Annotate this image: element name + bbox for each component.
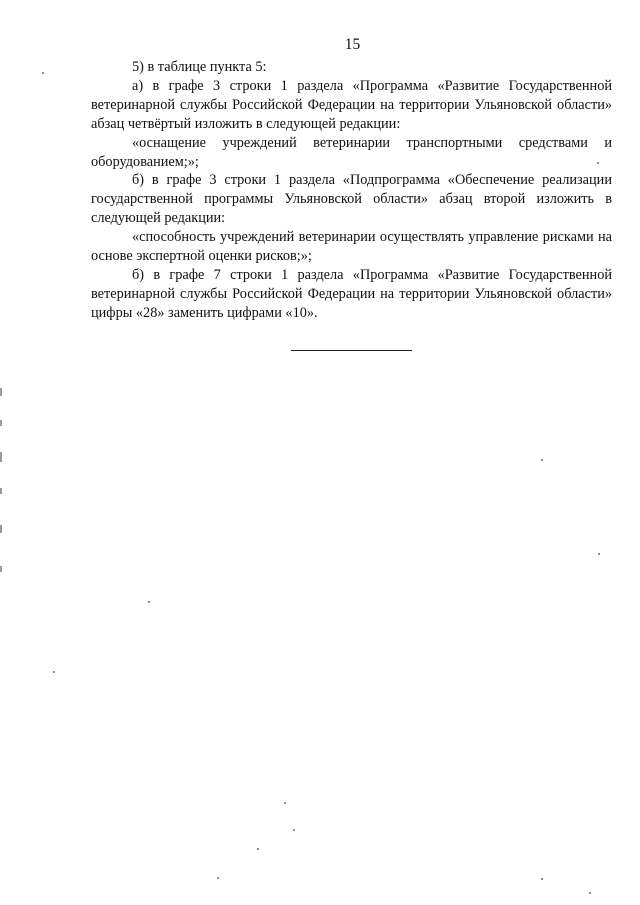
scan-speck — [597, 162, 599, 164]
scan-speck — [541, 878, 543, 880]
scan-speck — [217, 877, 219, 879]
scan-speck — [148, 601, 150, 603]
paragraph-item-5: 5) в таблице пункта 5: — [132, 59, 267, 75]
paragraph-quote-equipment: «оснащение учреждений ветеринарии транспортными средствами и оборудованием;»; — [91, 134, 612, 170]
scan-edge-mark — [0, 566, 2, 572]
document-body — [91, 58, 612, 323]
closing-divider — [291, 350, 412, 351]
scan-speck — [284, 802, 286, 804]
scan-edge-mark — [0, 488, 2, 494]
scan-speck — [541, 459, 543, 461]
paragraph-quote-risks: «способность учреждений ветеринарии осуществлять управление рисками на основе экспертной оценки рисков;»; — [91, 229, 612, 265]
scan-speck — [589, 892, 591, 894]
scan-speck — [293, 829, 295, 831]
scan-speck — [42, 72, 44, 74]
scan-speck — [53, 671, 55, 673]
scan-edge-mark — [0, 420, 2, 426]
paragraph-subitem-a: а) в графе 3 строки 1 раздела «Программа «Развитие Государственной ветеринарной службы Российской Федерации на территории Ульяновской области» абзац четвёртый изложить в следующей редакции: — [91, 77, 612, 132]
paragraph-subitem-b-second: б) в графе 7 строки 1 раздела «Программа «Развитие Государственной ветеринарной службы Российской Федерации на территории Ульяновской области» цифры «28» заменить цифрами «10». — [91, 266, 612, 321]
scan-speck — [598, 553, 600, 555]
scan-edge-mark — [0, 525, 2, 533]
scan-speck — [257, 848, 259, 850]
page-number: 15 — [344, 36, 361, 53]
paragraph-subitem-b: б) в графе 3 строки 1 раздела «Подпрограмма «Обеспечение реализации государственной программы Ульяновской области» абзац второй изложить в следующей редакции: — [91, 172, 612, 227]
scan-edge-mark — [0, 452, 2, 462]
scan-edge-mark — [0, 388, 2, 396]
